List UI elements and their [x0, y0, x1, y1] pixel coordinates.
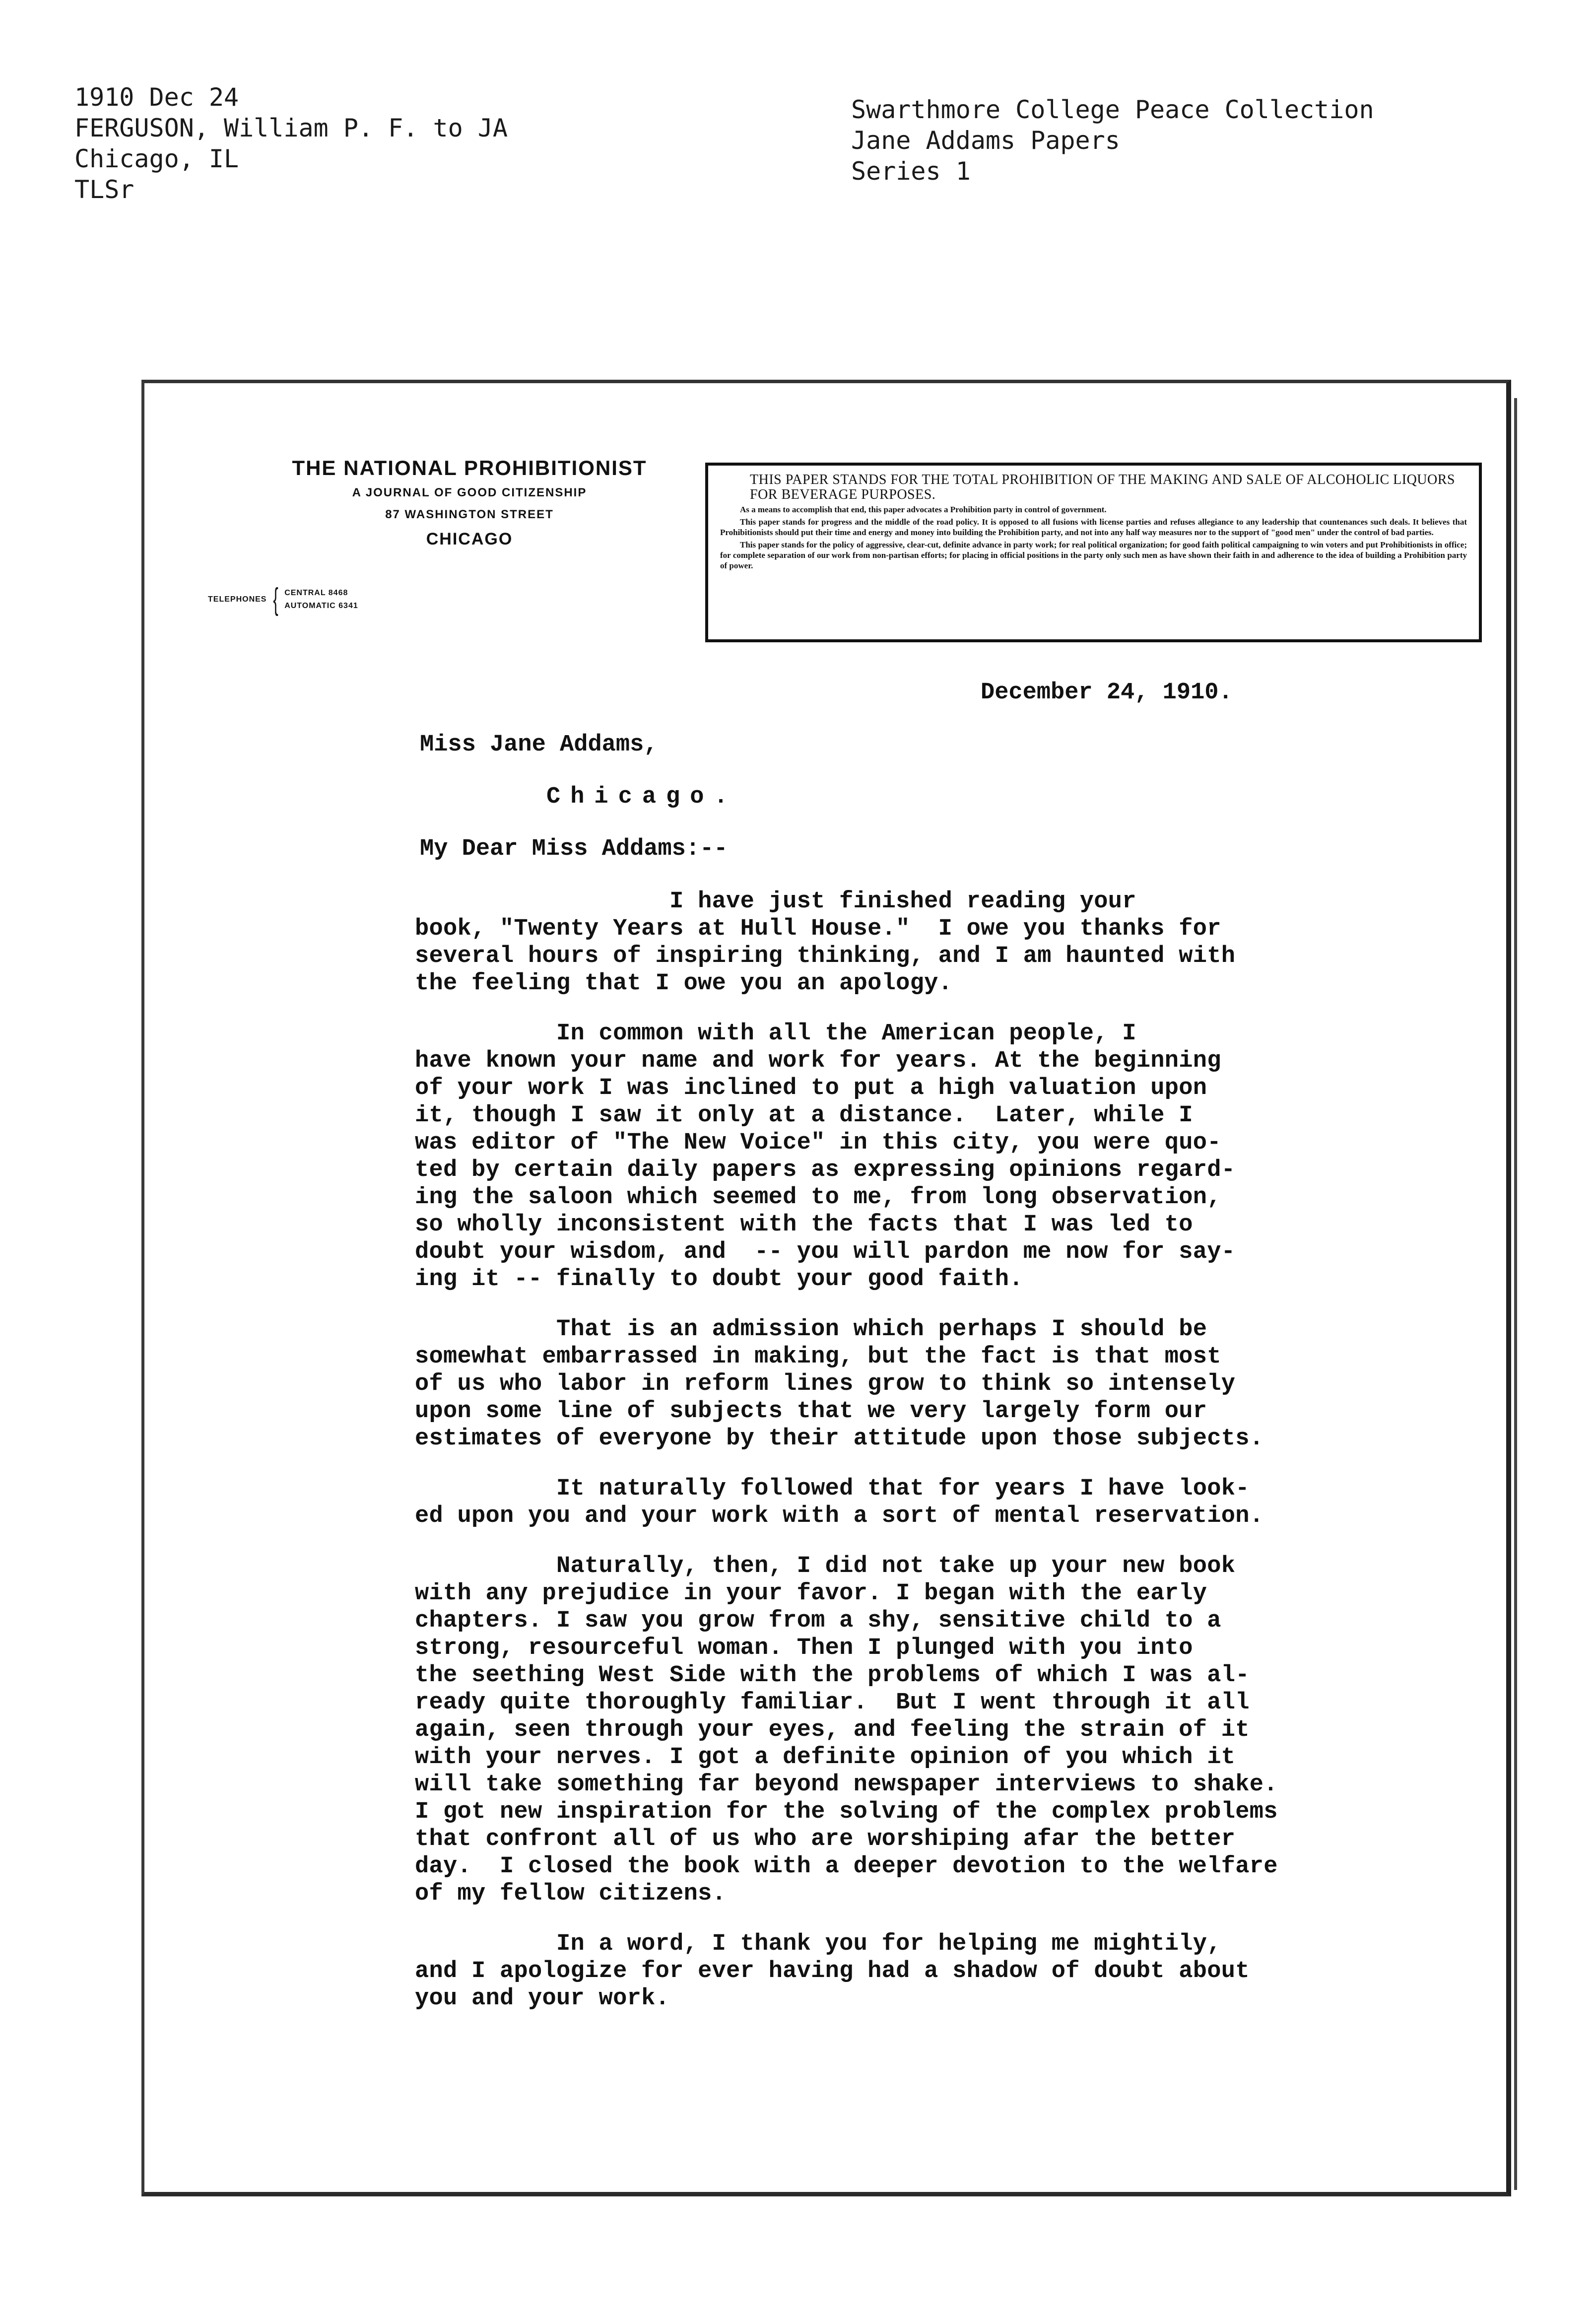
archive-catalog-info	[74, 82, 508, 205]
statement-para-2: This paper stands for progress and the middle of the road policy. It is opposed to all fusions with license parties and refuses allegiance to any leadership that countenances such deals. It believes that Prohibitionists should put their time and energy and money into building the Prohibition party, and not into any half way measures nor to the support of "good men" under the control of bad parties.	[720, 517, 1467, 537]
letter-line: with any prejudice in your favor. I began with the early	[415, 1580, 1207, 1607]
letter-line: strong, resourceful woman. Then I plunged with you into	[415, 1635, 1193, 1661]
letter-line: In a word, I thank you for helping me mightily,	[415, 1931, 1221, 1957]
phone-central: CENTRAL 8468	[284, 589, 348, 597]
letter-paragraph	[415, 888, 1407, 997]
letter-line: Naturally, then, I did not take up your new book	[415, 1553, 1236, 1579]
letter-date: December 24, 1910.	[981, 680, 1233, 706]
statement-para-3: This paper stands for the policy of aggressive, clear-cut, definite advance in party work; for real political organization; for good faith political campaigning to win voters and put Prohibitionists in office; for complete separation of our work from non-partisan efforts; for placing in official positions in the party only such men as have shown their faith in and adherence to the idea of building a Prohibition party of power.	[720, 540, 1467, 570]
letter-line: with your nerves. I got a definite opinion of you which it	[415, 1744, 1236, 1771]
letter-line: that confront all of us who are worshiping afar the better	[415, 1826, 1236, 1852]
letter-line: In common with all the American people, I	[415, 1021, 1136, 1047]
phone-automatic: AUTOMATIC 6341	[284, 602, 358, 610]
archive-date: 1910 Dec 24	[74, 83, 239, 112]
telephones-label: TELEPHONES	[208, 595, 267, 604]
letter-line: it, though I saw it only at a distance. Later, while I	[415, 1102, 1193, 1129]
letterhead-street: 87 WASHINGTON STREET	[385, 508, 554, 521]
letter-line: was editor of "The New Voice" in this city, you were quo-	[415, 1130, 1221, 1156]
letter-paragraph	[415, 1930, 1407, 2012]
letter-line: somewhat embarrassed in making, but the fact is that most	[415, 1344, 1221, 1370]
letter-line: so wholly inconsistent with the facts that I was led to	[415, 1212, 1193, 1238]
letter-line: the feeling that I owe you an apology.	[415, 970, 953, 997]
letter-line: I got new inspiration for the solving of the complex problems	[415, 1799, 1278, 1825]
letter-recipient-city: Chicago.	[546, 784, 738, 810]
archive-location: Chicago, IL	[74, 144, 239, 173]
letter-line: estimates of everyone by their attitude upon those subjects.	[415, 1426, 1264, 1452]
letter-line: will take something far beyond newspaper interviews to shake.	[415, 1772, 1278, 1798]
letter-line: day. I closed the book with a deeper devotion to the welfare	[415, 1853, 1278, 1880]
letter-line: have known your name and work for years. At the beginning	[415, 1048, 1221, 1074]
letter-line: of your work I was inclined to put a high valuation upon	[415, 1075, 1207, 1101]
letter-content	[144, 383, 1506, 2192]
letter-line: doubt your wisdom, and -- you will pardon me now for say-	[415, 1239, 1236, 1265]
letter-line: ed upon you and your work with a sort of mental reservation.	[415, 1503, 1264, 1529]
letter-line: ready quite thoroughly familiar. But I went through it all	[415, 1690, 1250, 1716]
archive-doc-type: TLSr	[74, 175, 134, 204]
letterhead-title: THE NATIONAL PROHIBITIONIST	[292, 456, 647, 479]
letter-paragraph	[415, 1020, 1407, 1293]
letter-body	[415, 888, 1407, 2035]
letterhead-city: CHICAGO	[426, 530, 513, 548]
statement-heading: THIS PAPER STANDS FOR THE TOTAL PROHIBITION OF THE MAKING AND SALE OF ALCOHOLIC LIQUORS FOR BEVERAGE PURPOSES.	[750, 472, 1455, 502]
brace-glyph: {	[273, 582, 279, 616]
letter-line: and I apologize for ever having had a shadow of doubt about	[415, 1958, 1250, 1984]
letter-line: ing the saloon which seemed to me, from long observation,	[415, 1184, 1221, 1211]
archive-papers: Jane Addams Papers	[851, 126, 1120, 155]
statement-para-1: As a means to accomplish that end, this paper advocates a Prohibition party in control of government.	[740, 505, 1107, 514]
letter-line: of my fellow citizens.	[415, 1881, 727, 1907]
archive-correspondents: FERGUSON, William P. F. to JA	[74, 114, 508, 142]
archive-collection: Swarthmore College Peace Collection	[851, 95, 1374, 124]
letter-line: chapters. I saw you grow from a shy, sensitive child to a	[415, 1608, 1221, 1634]
letter-line: again, seen through your eyes, and feeling the strain of it	[415, 1717, 1250, 1743]
letter-line: the seething West Side with the problems of which I was al-	[415, 1662, 1250, 1689]
letter-line: That is an admission which perhaps I should be	[415, 1316, 1207, 1343]
letterhead-subtitle: A JOURNAL OF GOOD CITIZENSHIP	[352, 486, 587, 499]
letter-sheet	[141, 380, 1511, 2196]
letter-line: ted by certain daily papers as expressing opinions regard-	[415, 1157, 1236, 1183]
letter-paragraph	[415, 1553, 1407, 1908]
letter-line: of us who labor in reform lines grow to think so intensely	[415, 1371, 1236, 1397]
letter-paragraph	[415, 1316, 1407, 1452]
archive-series: Series 1	[851, 157, 971, 186]
letter-line: ing it -- finally to doubt your good faith.	[415, 1266, 1023, 1293]
letter-line: several hours of inspiring thinking, and I am haunted with	[415, 943, 1236, 969]
letter-line: upon some line of subjects that we very largely form our	[415, 1398, 1207, 1425]
letter-line: It naturally followed that for years I have look-	[415, 1476, 1250, 1502]
letter-line: book, "Twenty Years at Hull House." I owe you thanks for	[415, 916, 1221, 942]
letter-paragraph	[415, 1475, 1407, 1530]
letter-line: I have just finished reading your	[415, 888, 1136, 915]
archive-collection-info	[851, 94, 1374, 187]
letter-line: you and your work.	[415, 1985, 670, 2012]
letter-greeting: My Dear Miss Addams:--	[420, 836, 728, 862]
letter-recipient: Miss Jane Addams,	[420, 732, 658, 758]
